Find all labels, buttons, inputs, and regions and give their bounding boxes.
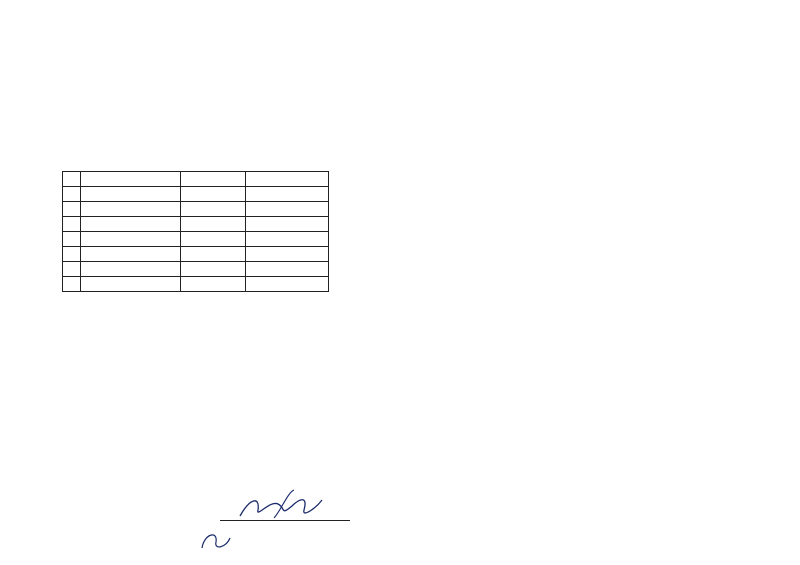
table-row [63,262,329,277]
patronymic [246,202,329,217]
first-name [181,217,246,232]
table-row [63,247,329,262]
first-name [181,277,246,292]
first-name [181,262,246,277]
row-number [63,247,81,262]
row-number [63,172,81,187]
row-number [63,232,81,247]
patronymic [246,217,329,232]
first-name [181,172,246,187]
surname [81,202,181,217]
table-row [63,202,329,217]
row-number [63,217,81,232]
patronymic [246,247,329,262]
surname [81,247,181,262]
first-name [181,202,246,217]
patronymic [246,262,329,277]
shift1-table [62,171,329,292]
table-row [63,217,329,232]
row-number [63,277,81,292]
first-name [181,232,246,247]
patronymic [246,172,329,187]
first-name [181,247,246,262]
table-row [63,187,329,202]
surname [81,262,181,277]
patronymic [246,232,329,247]
table-row [63,232,329,247]
patronymic [246,187,329,202]
first-name [181,187,246,202]
row-number [63,262,81,277]
surname [81,232,181,247]
table-row [63,172,329,187]
surname [81,187,181,202]
row-number [63,202,81,217]
patronymic [246,277,329,292]
surname [81,172,181,187]
row-number [63,187,81,202]
surname [81,277,181,292]
handwritten-signature [196,526,236,556]
table-row [63,277,329,292]
signature-scribble [230,488,330,528]
surname [81,217,181,232]
